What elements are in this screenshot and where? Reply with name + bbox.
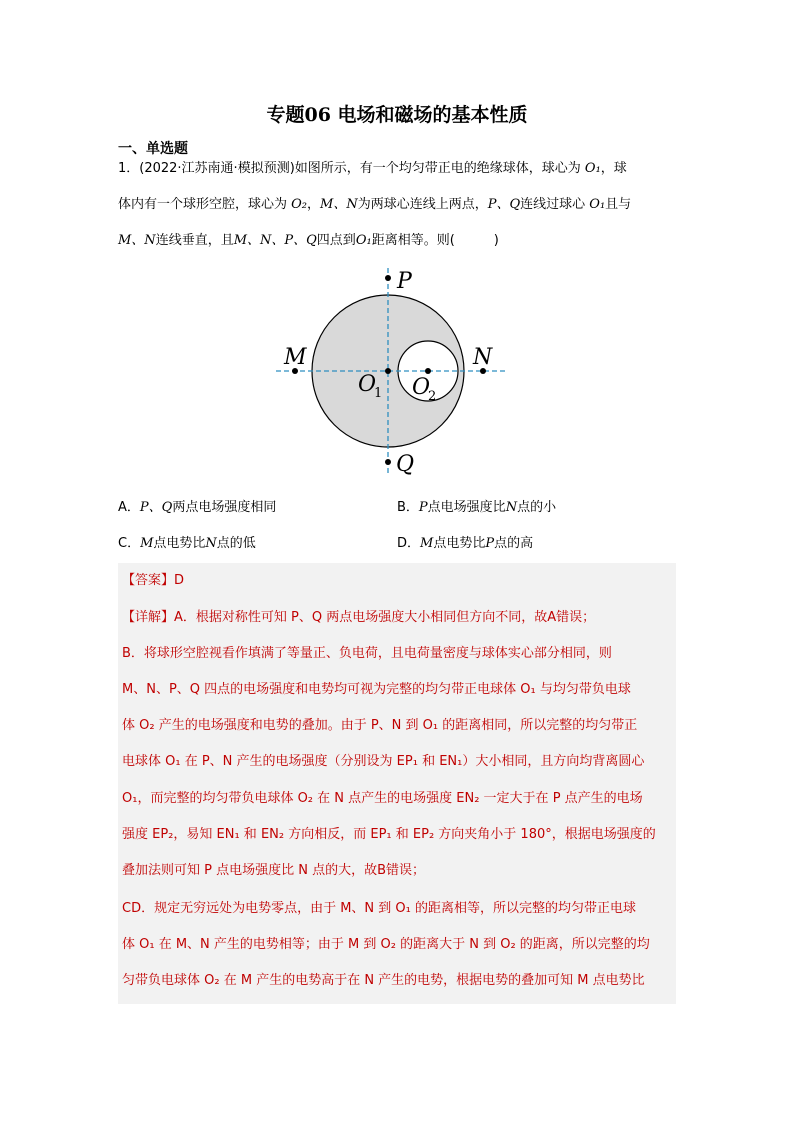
point-Q: [385, 459, 391, 465]
answer-label: 【答案】D: [122, 573, 185, 588]
answer-line-2: B．将球形空腔视看作填满了等量正、负电荷，且电荷量密度与球体实心部分相同，则: [122, 646, 612, 661]
option-b[interactable]: B．P点电场强度比N点的小: [397, 500, 557, 515]
label-O1: O: [358, 372, 377, 397]
label-M: M: [284, 345, 307, 370]
label-O2-sub: 2: [428, 389, 437, 404]
sphere-cavity-diagram: [270, 266, 520, 482]
label-P: P: [397, 269, 412, 294]
answer-line-4: 体 O₂ 产生的电场强度和电势的叠加。由于 P、N 到 O₁ 的距离相同，所以完整的均匀带正: [122, 718, 638, 733]
label-O1-sub: 1: [374, 386, 383, 401]
answer-line-11: 匀带负电球体 O₂ 在 M 产生的电势高于在 N 产生的电势，根据电势的叠加可知 M 点电势比: [122, 973, 645, 988]
answer-line-9: CD．规定无穷远处为电势零点，由于 M、N 到 O₁ 的距离相等，所以完整的均匀带正电球: [122, 901, 637, 916]
question-line-3: M、N连线垂直，且M、N、P、Q四点到O₁距离相等。则( ): [118, 233, 499, 248]
option-a[interactable]: A．P、Q两点电场强度相同: [118, 500, 277, 515]
point-O1: [385, 368, 391, 374]
point-P: [385, 275, 391, 281]
answer-line-3: M、N、P、Q 四点的电场强度和电势均可视为完整的均匀带正电球体 O₁ 与均匀带负电球: [122, 682, 631, 697]
answer-line-6: O₁，而完整的均匀带负电球体 O₂ 在 N 点产生的电场强度 EN₂ 一定大于在 P 点产生的电场: [122, 791, 643, 806]
label-N: N: [473, 345, 493, 370]
answer-line-8: 叠加法则可知 P 点电场强度比 N 点的大，故B错误；: [122, 863, 426, 878]
question-line-1: 1．(2022·江苏南通·模拟预测)如图所示，有一个均匀带正电的绝缘球体，球心为 O₁，球: [118, 161, 627, 176]
label-Q: Q: [396, 452, 415, 477]
page-title: 专题06 电场和磁场的基本性质: [266, 104, 528, 126]
answer-line-1: 【详解】A．根据对称性可知 P、Q 两点电场强度大小相同但方向不同，故A错误；: [122, 610, 596, 625]
answer-line-10: 体 O₁ 在 M、N 产生的电势相等；由于 M 到 O₂ 的距离大于 N 到 O₂ 的距离，所以完整的均: [122, 937, 650, 952]
answer-line-5: 电球体 O₁ 在 P、N 产生的电场强度（分别设为 EP₁ 和 EN₁）大小相同，且方向均背离圆心: [122, 754, 645, 769]
option-c[interactable]: C．M点电势比N点的低: [118, 536, 256, 551]
option-d[interactable]: D．M点电势比P点的高: [397, 536, 534, 551]
answer-line-7: 强度 EP₂，易知 EN₁ 和 EN₂ 方向相反，而 EP₁ 和 EP₂ 方向夹角小于 180°，根据电场强度的: [122, 827, 656, 842]
label-O2: O: [412, 375, 431, 400]
question-line-2: 体内有一个球形空腔，球心为 O₂，M、N为两球心连线上两点，P、Q连线过球心 O₁且与: [118, 197, 632, 212]
point-O2: [425, 368, 431, 374]
section-heading: 一、单选题: [118, 141, 188, 157]
